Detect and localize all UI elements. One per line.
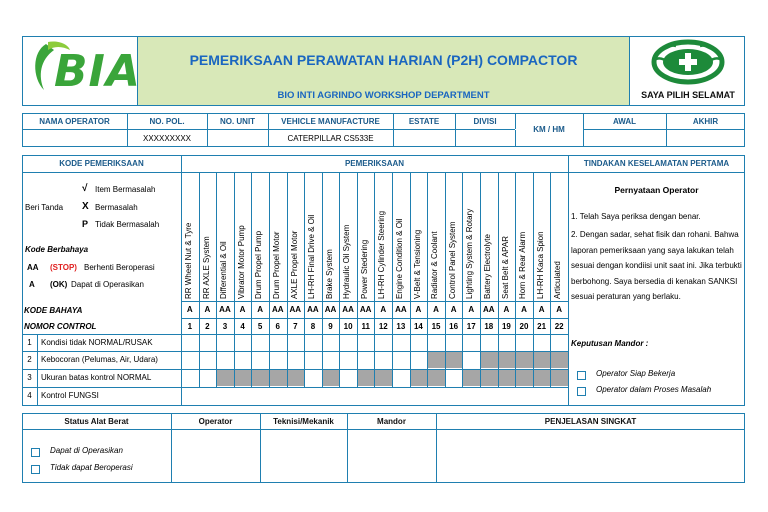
label-awal: AWAL [612, 117, 637, 126]
check-cell[interactable] [200, 352, 217, 368]
check-cell[interactable] [340, 335, 357, 351]
item-label: Control Panel System [447, 221, 457, 299]
statement-line1: 1. Telah Saya periksa dengan benar. [571, 212, 701, 221]
item-label: Horn & Rear Alarm [518, 231, 528, 299]
check-cell[interactable] [428, 335, 445, 351]
item-hazard-code: A [556, 305, 563, 314]
check-cell[interactable] [446, 388, 463, 405]
section-tindakan: TINDAKAN KESELAMATAN PERTAMA [583, 159, 730, 168]
check-cell[interactable] [411, 335, 428, 351]
item-control-number: 9 [328, 322, 333, 331]
item-label: Drum Propel Motor [271, 231, 281, 299]
check-cell[interactable] [393, 335, 410, 351]
check-cell[interactable] [340, 352, 357, 368]
check-cell[interactable] [323, 352, 340, 368]
check-cell[interactable] [534, 335, 551, 351]
item-hazard-code: A [468, 305, 475, 314]
label-no-pol: NO. POL. [149, 117, 185, 126]
item-hazard-code: A [538, 305, 545, 314]
check-cell[interactable] [411, 388, 428, 405]
item-label: V-Belt & Tensioning [412, 229, 422, 299]
check-row-label: Kebocoran (Pelumas, Air, Udara) [41, 355, 158, 364]
item-label: Lighting System & Rotary [465, 208, 475, 299]
item-label: Radiator & Coolant [430, 231, 440, 299]
check-cell [499, 370, 516, 386]
checkbox-operator-masalah[interactable] [577, 387, 586, 396]
checkbox-dapat-operasikan[interactable] [31, 448, 40, 457]
item-label: LH-RH Kaca Spion [535, 231, 545, 299]
label-nama-operator: NAMA OPERATOR [39, 117, 110, 126]
check-cell [481, 352, 498, 368]
check-cell[interactable] [463, 388, 480, 405]
check-cell [411, 370, 428, 386]
check-cell[interactable] [305, 388, 322, 405]
item-control-number: 8 [310, 322, 316, 331]
check-cell [270, 370, 287, 386]
check-cell[interactable] [200, 370, 217, 386]
legend-v-text: Item Bermasalah [95, 185, 156, 194]
item-control-number: 10 [343, 322, 353, 331]
field-estate[interactable] [394, 130, 455, 146]
check-cell[interactable] [288, 352, 305, 368]
section-pemeriksaan: PEMERIKSAAN [344, 159, 405, 168]
legend-x-text: Bermasalah [95, 203, 138, 212]
legend-aa-text: Berhenti Beroperasi [84, 263, 155, 272]
check-cell[interactable] [217, 335, 234, 351]
check-cell[interactable] [428, 388, 445, 405]
item-hazard-code: AA [324, 305, 337, 314]
check-cell[interactable] [516, 388, 533, 405]
legend-v-symbol: √ [82, 183, 88, 194]
check-cell[interactable] [446, 370, 463, 386]
check-cell[interactable] [340, 370, 357, 386]
item-control-number: 3 [222, 322, 228, 331]
check-cell [516, 370, 533, 386]
check-cell[interactable] [411, 352, 428, 368]
check-cell [499, 352, 516, 368]
signature-mandor[interactable] [348, 430, 436, 482]
check-cell [551, 370, 568, 386]
check-cell[interactable] [393, 388, 410, 405]
check-cell[interactable] [323, 335, 340, 351]
item-control-number: 11 [361, 322, 370, 331]
label-tidak-beroperasi: Tidak dapat Beroperasi [50, 463, 133, 472]
legend-p-text: Tidak Bermasalah [95, 220, 160, 229]
item-label: LH-RH Cylinder Steering [377, 210, 387, 299]
item-control-number: 21 [537, 322, 547, 331]
item-control-number: 20 [519, 322, 529, 331]
check-cell [358, 370, 375, 386]
item-hazard-code: A [239, 305, 246, 314]
check-cell[interactable] [270, 352, 287, 368]
item-hazard-code: AA [307, 305, 319, 314]
item-hazard-code: AA [483, 305, 495, 314]
checkbox-tidak-beroperasi[interactable] [31, 465, 40, 474]
check-cell [428, 370, 445, 386]
check-cell [446, 352, 463, 368]
footer-penjelasan: PENJELASAN SINGKAT [544, 417, 637, 426]
label-dapat-operasikan: Dapat di Operasikan [50, 446, 123, 455]
item-hazard-code: A [433, 305, 439, 314]
check-row-number: 1 [27, 338, 32, 347]
item-hazard-code: A [380, 305, 387, 314]
check-cell[interactable] [446, 335, 463, 351]
check-cell [551, 352, 568, 368]
check-cell [516, 352, 533, 368]
check-cell[interactable] [288, 335, 305, 351]
item-label: AXLE Propel Motor [289, 230, 299, 299]
check-cell[interactable] [270, 388, 287, 405]
item-hazard-code: AA [395, 305, 407, 314]
item-control-number: 15 [431, 322, 441, 331]
item-control-number: 16 [449, 322, 459, 331]
check-row-label: Kontrol FUNGSI [41, 391, 99, 400]
legend-a-code: A [29, 280, 35, 289]
item-hazard-code: AA [289, 305, 302, 314]
check-row-label: Kondisi tidak NORMAL/RUSAK [41, 338, 153, 347]
item-hazard-code: AA [342, 305, 354, 314]
label-akhir: AKHIR [692, 117, 719, 126]
check-cell[interactable] [182, 370, 199, 386]
field-vehicle-manufacture[interactable]: CATERPILLAR CS533E [287, 134, 374, 143]
field-divisi[interactable] [456, 130, 515, 146]
legend-x-symbol: X [82, 201, 89, 212]
check-cell[interactable] [217, 388, 234, 405]
check-cell [428, 352, 445, 368]
check-cell[interactable] [182, 352, 199, 368]
item-control-number: 22 [554, 322, 564, 331]
check-cell[interactable] [235, 352, 252, 368]
check-cell[interactable] [393, 352, 410, 368]
statement-line2: 2. Dengan sadar, sehat fisik dan rohani. Bahwa laporan pemeriksaan yang saya lakukan telah sesuai dengan kondiisi unit saat ini. Jika terbukti berbohong. Saya bersedia di kenakan SANKSI sesuai peraturan yang berlaku. [571, 230, 742, 301]
check-cell [235, 370, 252, 386]
safety-logo [632, 38, 744, 104]
check-cell [323, 370, 340, 386]
item-hazard-code: AA [219, 305, 231, 314]
item-control-number: 6 [275, 322, 280, 331]
check-cell[interactable] [463, 352, 480, 368]
item-control-number: 2 [205, 322, 210, 331]
item-label: Drum Propel Pump [254, 230, 264, 299]
item-label: Engine Condition & Oil [395, 218, 405, 299]
penjelasan-field[interactable] [437, 430, 744, 482]
item-control-number: 13 [396, 322, 406, 331]
item-label: Hydraulic Oil System [342, 224, 352, 299]
check-cell[interactable] [323, 388, 340, 405]
check-cell[interactable] [200, 388, 217, 405]
safety-text: SAYA PILIH SELAMAT [641, 90, 735, 100]
item-hazard-code: A [415, 305, 422, 314]
signature-teknisi[interactable] [261, 430, 347, 482]
bia-logo [28, 38, 141, 104]
item-label: Vibrator Motor Pump [236, 225, 246, 299]
legend-aa-stop: (STOP) [50, 263, 77, 272]
legend-a-text: Dapat di Operasikan [71, 280, 144, 289]
item-control-number: 12 [378, 322, 388, 331]
item-label: Seat Belt & APAR [500, 236, 510, 299]
item-hazard-code: A [503, 305, 510, 314]
item-control-number: 1 [187, 322, 193, 331]
item-label: RR Wheel Nut & Tyre [184, 222, 193, 299]
item-hazard-code: AA [271, 305, 284, 314]
check-cell [463, 370, 480, 386]
check-cell[interactable] [252, 352, 269, 368]
item-control-number: 7 [293, 322, 298, 331]
legend-a-ok: (OK) [50, 280, 68, 289]
check-cell[interactable] [481, 388, 498, 405]
footer-operator: Operator [198, 417, 233, 426]
legend-beri-tanda: Beri Tanda [25, 203, 64, 212]
footer-teknisi: Teknisi/Mekanik [273, 417, 334, 426]
item-label: Articulated [553, 261, 563, 299]
label-divisi: DIVISI [473, 117, 497, 126]
check-cell[interactable] [305, 352, 322, 368]
check-cell [375, 370, 392, 386]
check-cell[interactable] [182, 388, 199, 405]
check-cell [288, 370, 305, 386]
legend-kode-bahaya: KODE BAHAYA [24, 306, 83, 315]
check-cell[interactable] [340, 388, 357, 405]
check-cell[interactable] [235, 388, 252, 405]
item-label: Brake System [324, 249, 334, 299]
item-label: Battery Electrolyte [483, 234, 493, 299]
footer-mandor: Mandor [377, 417, 406, 426]
statement-title: Pernyataan Operator [614, 185, 699, 195]
label-vehicle-manufacture: VEHICLE MANUFACTURE [281, 117, 380, 126]
check-cell[interactable] [217, 352, 234, 368]
keputusan-mandor: Keputusan Mandor : [571, 339, 649, 348]
check-cell[interactable] [288, 388, 305, 405]
check-cell [217, 370, 234, 386]
check-cell[interactable] [252, 388, 269, 405]
check-cell[interactable] [499, 388, 516, 405]
item-label: Differential & Oil [219, 241, 229, 299]
label-operator-siap: Operator Siap Bekerja [596, 369, 676, 378]
check-row-number: 4 [27, 391, 32, 400]
label-km-hm: KM / HM [533, 125, 565, 134]
checkbox-operator-siap[interactable] [577, 371, 586, 380]
signature-operator[interactable] [172, 430, 260, 482]
item-control-number: 17 [466, 322, 476, 331]
field-nama-operator[interactable] [23, 130, 127, 146]
item-hazard-code: A [257, 305, 264, 314]
item-label: LH-RH Final Drive & Oil [307, 214, 317, 299]
check-cell[interactable] [534, 388, 551, 405]
check-cell[interactable] [481, 335, 498, 351]
check-cell[interactable] [182, 335, 199, 351]
check-row-number: 2 [27, 355, 32, 364]
field-akhir[interactable] [667, 130, 745, 146]
check-cell[interactable] [252, 335, 269, 351]
check-row-label: Ukuran batas kontrol NORMAL [41, 373, 152, 382]
item-hazard-code: AA [359, 305, 372, 314]
check-row-number: 3 [27, 373, 32, 382]
check-cell[interactable] [305, 370, 322, 386]
label-no-unit: NO. UNIT [219, 117, 256, 126]
check-cell[interactable] [358, 335, 375, 351]
check-cell[interactable] [551, 335, 568, 351]
legend-aa-code: AA [27, 263, 39, 272]
field-no-pol[interactable]: XXXXXXXXX [142, 134, 192, 143]
item-control-number: 4 [240, 322, 245, 331]
check-cell[interactable] [516, 335, 533, 351]
item-label: Power Stedering [359, 239, 369, 299]
check-cell[interactable] [463, 335, 480, 351]
field-awal[interactable] [584, 130, 666, 146]
check-cell[interactable] [270, 335, 287, 351]
legend-nomor-kontrol: NOMOR CONTROL [24, 322, 97, 331]
logo-text: BIA [54, 46, 141, 97]
page-title: PEMERIKSAAN PERAWATAN HARIAN (P2H) COMPACTOR [189, 52, 578, 68]
check-cell [534, 370, 551, 386]
item-control-number: 19 [501, 322, 511, 331]
field-no-unit[interactable] [208, 130, 268, 146]
footer-status: Status Alat Berat [64, 417, 129, 426]
check-cell[interactable] [375, 388, 392, 405]
check-cell[interactable] [358, 388, 375, 405]
item-hazard-code: A [521, 305, 527, 314]
section-kode-pemeriksaan: KODE PEMERIKSAAN [59, 159, 144, 168]
item-hazard-code: A [186, 305, 193, 314]
check-cell[interactable] [499, 335, 516, 351]
legend-kode-berbahaya: Kode Berbahaya [25, 245, 89, 254]
check-cell[interactable] [235, 335, 252, 351]
check-cell[interactable] [200, 335, 217, 351]
check-cell[interactable] [305, 335, 322, 351]
item-control-number: 14 [413, 322, 423, 331]
check-cell [252, 370, 269, 386]
check-cell[interactable] [393, 370, 410, 386]
check-cell[interactable] [358, 352, 375, 368]
label-estate: ESTATE [408, 117, 440, 126]
check-cell [481, 370, 498, 386]
check-cell[interactable] [551, 388, 568, 405]
item-label: RR AXLE System [201, 236, 211, 299]
check-cell [534, 352, 551, 368]
item-control-number: 18 [484, 322, 494, 331]
check-cell[interactable] [375, 352, 392, 368]
page-subtitle: BIO INTI AGRINDO WORKSHOP DEPARTMENT [277, 90, 490, 101]
item-hazard-code: A [204, 305, 211, 314]
legend-p-symbol: P [82, 219, 89, 229]
item-hazard-code: A [450, 305, 457, 314]
check-cell[interactable] [375, 335, 392, 351]
item-control-number: 5 [257, 322, 263, 331]
label-operator-masalah: Operator dalam Proses Masalah [596, 385, 712, 394]
